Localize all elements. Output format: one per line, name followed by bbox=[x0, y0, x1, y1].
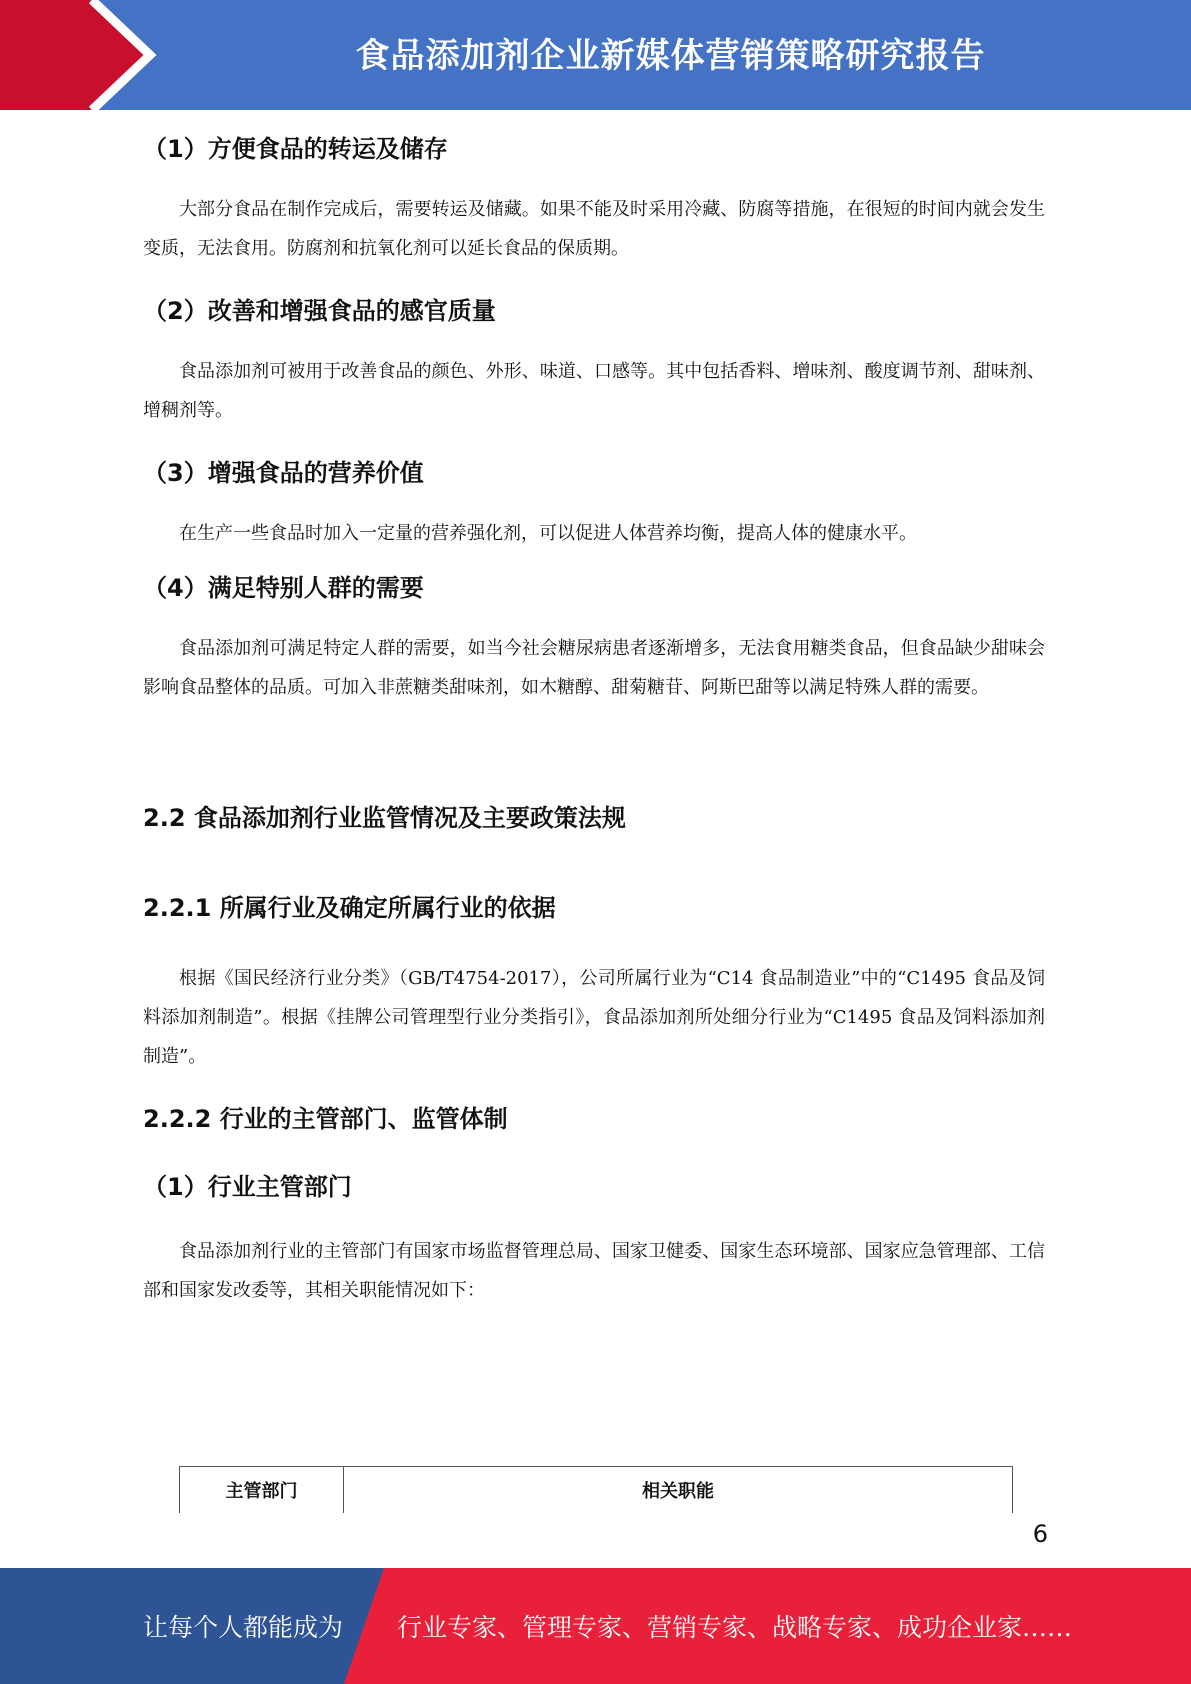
document-body bbox=[143, 120, 1045, 1310]
authority-table-header bbox=[179, 1466, 1013, 1513]
section-heading-3: （3）增强食品的营养价值 bbox=[143, 459, 424, 487]
page-number: 6 bbox=[1032, 1520, 1048, 1548]
report-title: 食品添加剂企业新媒体营销策略研究报告 bbox=[355, 36, 986, 76]
section-heading-2-2-1: 2.2.1 所属行业及确定所属行业的依据 bbox=[143, 894, 556, 922]
chapter-heading-2-2: 2.2 食品添加剂行业监管情况及主要政策法规 bbox=[143, 804, 626, 832]
header-red-arrow bbox=[0, 0, 148, 110]
section-paragraph-4: 食品添加剂可满足特定人群的需要，如当今社会糖尿病患者逐渐增多，无法食用糖类食品，但食品缺少甜味会影响食品整体的品质。可加入非蔗糖类甜味剂，如木糖醇、甜菊糖苷、阿斯巴甜等以满足特殊人群的需要。 bbox=[143, 638, 1045, 698]
table-header-department: 主管部门 bbox=[180, 1467, 344, 1513]
footer-slogan-right: 行业专家、管理专家、营销专家、战略专家、成功企业家…… bbox=[397, 1613, 1073, 1642]
section-heading-2: （2）改善和增强食品的感官质量 bbox=[143, 297, 496, 325]
sub-heading-authority: （1）行业主管部门 bbox=[143, 1173, 352, 1201]
section-paragraph-3: 在生产一些食品时加入一定量的营养强化剂，可以促进人体营养均衡，提高人体的健康水平。 bbox=[179, 523, 917, 544]
page-footer bbox=[0, 1568, 1191, 1684]
page-header bbox=[0, 0, 1191, 110]
table-header-functions: 相关职能 bbox=[642, 1481, 714, 1502]
footer-slogan-left: 让每个人都能成为 bbox=[143, 1613, 344, 1642]
section-paragraph-2-2-2: 食品添加剂行业的主管部门有国家市场监督管理总局、国家卫健委、国家生态环境部、国家应急管理部、工信部和国家发改委等，其相关职能情况如下： bbox=[143, 1241, 1045, 1301]
section-paragraph-2-2-1: 根据《国民经济行业分类》（GB/T4754-2017），公司所属行业为“C14 食品制造业”中的“C1495 食品及饲料添加剂制造”。根据《挂牌公司管理型行业分类指引》，食品添加剂所处细分行业为“C1495 食品及饲料添加剂制造”。 bbox=[143, 968, 1045, 1067]
section-heading-1: （1）方便食品的转运及储存 bbox=[143, 135, 448, 163]
section-heading-4: （4）满足特别人群的需要 bbox=[143, 574, 424, 602]
section-paragraph-2: 食品添加剂可被用于改善食品的颜色、外形、味道、口感等。其中包括香料、增味剂、酸度调节剂、甜味剂、增稠剂等。 bbox=[143, 361, 1045, 421]
section-paragraph-1: 大部分食品在制作完成后，需要转运及储藏。如果不能及时采用冷藏、防腐等措施，在很短的时间内就会发生变质，无法食用。防腐剂和抗氧化剂可以延长食品的保质期。 bbox=[143, 199, 1045, 259]
section-heading-2-2-2: 2.2.2 行业的主管部门、监管体制 bbox=[143, 1105, 508, 1133]
